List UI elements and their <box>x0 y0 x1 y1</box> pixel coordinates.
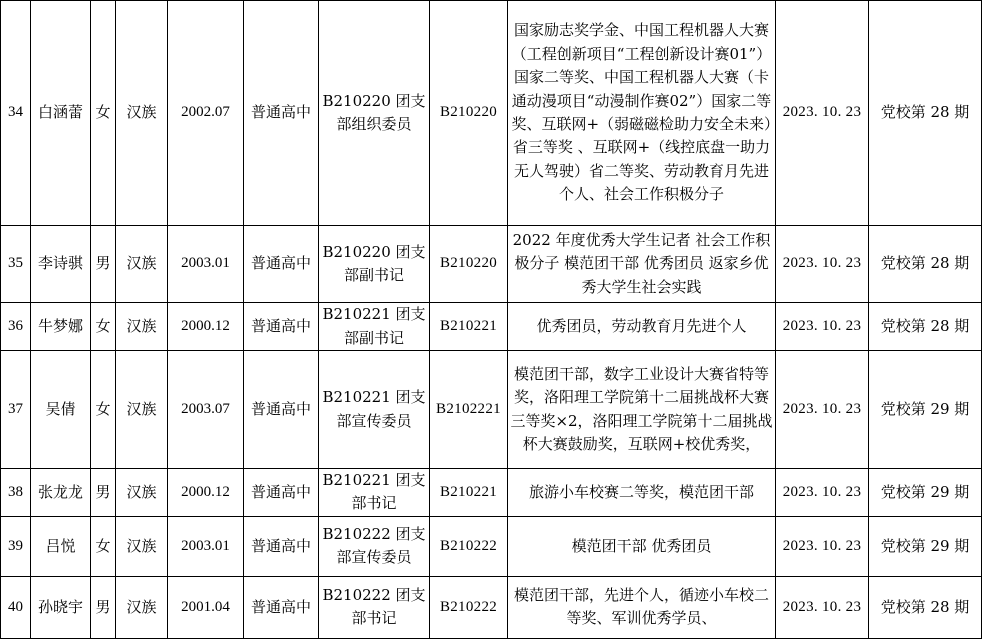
party-class: 党校第 28 期 <box>869 576 982 638</box>
gender: 男 <box>91 576 116 638</box>
roster-body <box>1 1 982 639</box>
birth-date: 2000.12 <box>168 469 244 517</box>
student-name: 张龙龙 <box>31 469 91 517</box>
gender: 女 <box>91 516 116 576</box>
student-name: 牛梦娜 <box>31 303 91 351</box>
row-number: 39 <box>1 516 31 576</box>
student-name: 白涵蕾 <box>31 1 91 226</box>
awards: 模范团干部 优秀团员 <box>508 516 776 576</box>
ethnicity: 汉族 <box>116 516 168 576</box>
awards: 2022 年度优秀大学生记者 社会工作积极分子 模范团干部 优秀团员 返家乡优秀大学生社会实践 <box>508 226 776 303</box>
date: 2023. 10. 23 <box>776 226 869 303</box>
class-code: B210221 <box>430 303 508 351</box>
education: 普通高中 <box>244 351 319 469</box>
class-code: B210220 <box>430 226 508 303</box>
party-class: 党校第 28 期 <box>869 303 982 351</box>
birth-date: 2003.01 <box>168 516 244 576</box>
student-name: 孙晓宇 <box>31 576 91 638</box>
student-name: 李诗骐 <box>31 226 91 303</box>
date: 2023. 10. 23 <box>776 576 869 638</box>
table-row <box>1 351 982 469</box>
row-number: 34 <box>1 1 31 226</box>
awards: 优秀团员，劳动教育月先进个人 <box>508 303 776 351</box>
birth-date: 2003.07 <box>168 351 244 469</box>
gender: 女 <box>91 351 116 469</box>
table-row <box>1 1 982 226</box>
row-number: 40 <box>1 576 31 638</box>
table-row <box>1 469 982 517</box>
date: 2023. 10. 23 <box>776 469 869 517</box>
ethnicity: 汉族 <box>116 303 168 351</box>
ethnicity: 汉族 <box>116 576 168 638</box>
gender: 男 <box>91 226 116 303</box>
position: B210221 团支部书记 <box>319 469 430 517</box>
birth-date: 2002.07 <box>168 1 244 226</box>
row-number: 36 <box>1 303 31 351</box>
class-code: B210222 <box>430 516 508 576</box>
row-number: 35 <box>1 226 31 303</box>
party-class: 党校第 28 期 <box>869 1 982 226</box>
birth-date: 2003.01 <box>168 226 244 303</box>
gender: 女 <box>91 1 116 226</box>
class-code: B2102221 <box>430 351 508 469</box>
party-class: 党校第 29 期 <box>869 351 982 469</box>
ethnicity: 汉族 <box>116 351 168 469</box>
row-number: 38 <box>1 469 31 517</box>
birth-date: 2001.04 <box>168 576 244 638</box>
table-row <box>1 576 982 638</box>
class-code: B210222 <box>430 576 508 638</box>
date: 2023. 10. 23 <box>776 516 869 576</box>
date: 2023. 10. 23 <box>776 303 869 351</box>
date: 2023. 10. 23 <box>776 351 869 469</box>
education: 普通高中 <box>244 469 319 517</box>
position: B210220 团支部组织委员 <box>319 1 430 226</box>
party-class: 党校第 28 期 <box>869 226 982 303</box>
position: B210221 团支部副书记 <box>319 303 430 351</box>
table-row <box>1 226 982 303</box>
ethnicity: 汉族 <box>116 469 168 517</box>
awards: 国家励志奖学金、中国工程机器人大赛（工程创新项目“工程创新设计赛01”）国家二等奖、中国工程机器人大赛（卡通动漫项目“动漫制作赛02”）国家二等奖、互联网+（弱磁磁检助力安全未来）省三等奖 、互联网+（线控底盘一助力无人驾驶）省二等奖、劳动教育月先进个人、社会工作积极分子 <box>508 1 776 226</box>
birth-date: 2000.12 <box>168 303 244 351</box>
table-row <box>1 516 982 576</box>
gender: 女 <box>91 303 116 351</box>
class-code: B210220 <box>430 1 508 226</box>
position: B210222 团支部宣传委员 <box>319 516 430 576</box>
party-class: 党校第 29 期 <box>869 516 982 576</box>
education: 普通高中 <box>244 576 319 638</box>
awards: 模范团干部，先进个人，循迹小车校二等奖、军训优秀学员、 <box>508 576 776 638</box>
ethnicity: 汉族 <box>116 226 168 303</box>
education: 普通高中 <box>244 226 319 303</box>
awards: 模范团干部，数字工业设计大赛省特等奖，洛阳理工学院第十二届挑战杯大赛三等奖×2，洛阳理工学院第十二届挑战杯大赛鼓励奖，互联网+校优秀奖， <box>508 351 776 469</box>
position: B210220 团支部副书记 <box>319 226 430 303</box>
student-name: 吴倩 <box>31 351 91 469</box>
ethnicity: 汉族 <box>116 1 168 226</box>
gender: 男 <box>91 469 116 517</box>
party-class: 党校第 29 期 <box>869 469 982 517</box>
education: 普通高中 <box>244 1 319 226</box>
class-code: B210221 <box>430 469 508 517</box>
position: B210222 团支部书记 <box>319 576 430 638</box>
table-row <box>1 303 982 351</box>
education: 普通高中 <box>244 516 319 576</box>
awards: 旅游小车校赛二等奖，模范团干部 <box>508 469 776 517</box>
education: 普通高中 <box>244 303 319 351</box>
position: B210221 团支部宣传委员 <box>319 351 430 469</box>
row-number: 37 <box>1 351 31 469</box>
student-name: 吕悦 <box>31 516 91 576</box>
date: 2023. 10. 23 <box>776 1 869 226</box>
